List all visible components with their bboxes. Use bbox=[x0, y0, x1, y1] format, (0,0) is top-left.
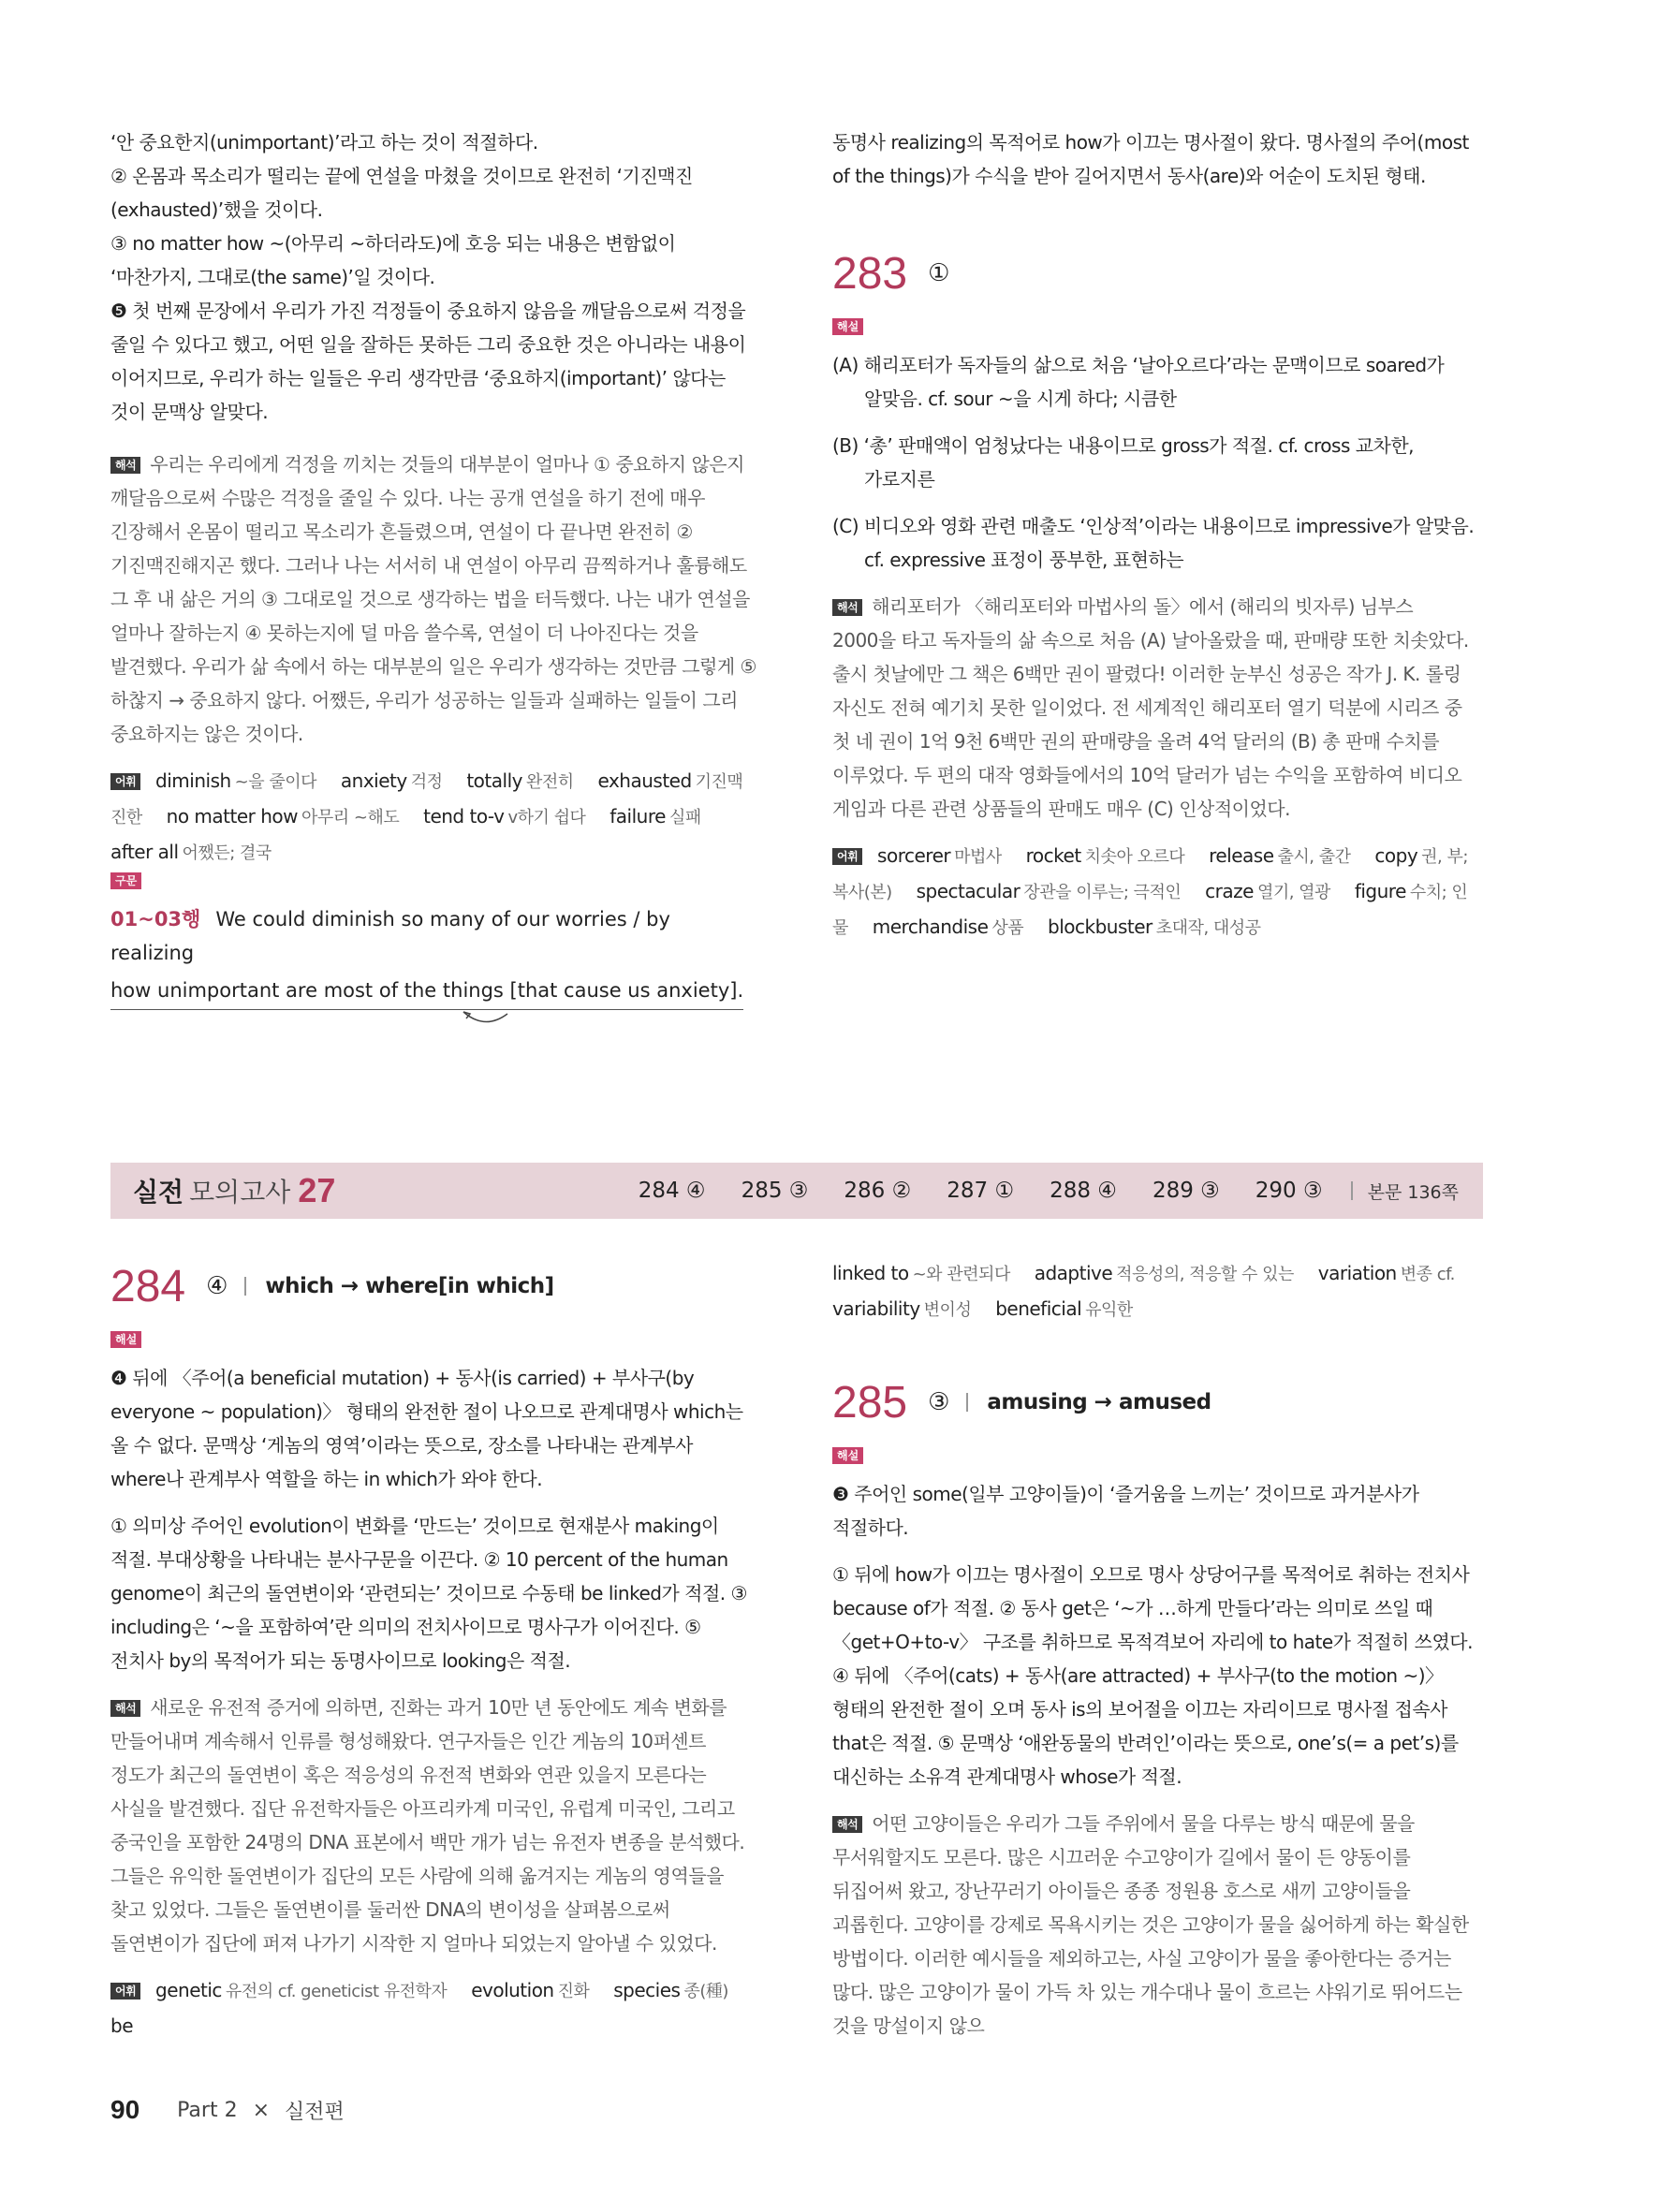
page-number: 90 bbox=[110, 2095, 140, 2124]
vocab-meaning: 완전히 bbox=[525, 772, 574, 792]
structure-text-2: how unimportant are most of the things [that cause us anxiety]. bbox=[110, 974, 743, 1010]
structure-tag: 구문 bbox=[110, 872, 141, 889]
vocab-word: merchandise bbox=[872, 916, 989, 938]
vocab-tag: 어휘 bbox=[832, 848, 862, 865]
vocab-word: be bbox=[110, 2014, 133, 2037]
vocab-meaning: 변종 cf. bbox=[1400, 1265, 1455, 1284]
structure-text-1: We could diminish so many of our worries / by realizing bbox=[110, 908, 670, 964]
footer-part: Part 2 bbox=[177, 2098, 238, 2122]
question-number: 284 bbox=[110, 1261, 186, 1311]
vocab-word: release bbox=[1209, 844, 1274, 867]
band-answer: 284 ④ bbox=[638, 1179, 706, 1203]
structure-line-ref: 01~03행 bbox=[110, 908, 201, 930]
header-divider bbox=[244, 1277, 246, 1296]
band-answer: 290 ③ bbox=[1255, 1179, 1323, 1203]
band-answer: 286 ② bbox=[844, 1179, 912, 1203]
translation-tag: 해석 bbox=[832, 599, 862, 616]
vocab-word: evolution bbox=[471, 1979, 554, 2001]
vocab-word: diminish bbox=[155, 769, 231, 792]
structure-line-2 bbox=[110, 974, 758, 1010]
explanation-item-a: (A) 해리포터가 독자들의 삶으로 처음 ‘날아오르다’라는 문맥이므로 soared가 알맞음. cf. sour ~을 시게 하다; 시큼한 bbox=[832, 354, 1445, 410]
vocab-tag: 어휘 bbox=[110, 773, 140, 790]
top-left-column bbox=[110, 125, 758, 1029]
vocab-meaning: 어쨌든; 결국 bbox=[182, 843, 272, 863]
vocab-meaning: v하기 쉽다 bbox=[507, 808, 586, 828]
vocab-meaning: 초대작, 대성공 bbox=[1155, 918, 1261, 938]
question-answer: ① bbox=[928, 259, 950, 287]
vocab-word: failure bbox=[609, 805, 666, 828]
translation-tag: 해석 bbox=[110, 457, 140, 474]
translation-text: 어떤 고양이들은 우리가 그들 주위에서 물을 다루는 방식 때문에 물을 무서워할지도 모른다. 많은 시끄러운 수고양이가 길에서 물이 든 양동이를 뒤집어써 왔고, 장난꾸러기 아이들은 종종 정원용 호스로 새끼 고양이들을 괴롭힌다. 고양이를 강제로 목욕시키는 것은 고양이가 물을 싫어하게 하는 확실한 방법이다. 이러한 예시들을 제외하고는, 사실 고양이가 물을 좋아한다는 증거는 많다. 많은 고양이가 물이 가득 차 있는 개수대나 물이 흐르는 샤워기로 뛰어드는 것을 망설이지 않으 bbox=[832, 1812, 1469, 2037]
vocab-word: tend to-v bbox=[423, 805, 505, 828]
structure-line-1 bbox=[110, 902, 758, 970]
vocab-word: linked to bbox=[832, 1262, 909, 1284]
question-number: 285 bbox=[832, 1377, 908, 1428]
band-page-reference: 본문 136쪽 bbox=[1367, 1181, 1459, 1203]
inversion-arrow-icon bbox=[459, 1008, 515, 1029]
band-answer: 288 ④ bbox=[1050, 1179, 1117, 1203]
vocab-meaning: 마법사 bbox=[954, 847, 1002, 867]
vocab-meaning: 진화 bbox=[557, 1982, 590, 2001]
question-284-column bbox=[110, 1249, 758, 2043]
question-284-header bbox=[110, 1249, 758, 1324]
top-right-column bbox=[832, 125, 1480, 945]
vocab-meaning: ~와 관련되다 bbox=[912, 1265, 1010, 1284]
vocab-meaning: 수치; 인물 bbox=[832, 883, 1468, 938]
translation-text: 우리는 우리에게 걱정을 끼치는 것들의 대부분이 얼마나 ① 중요하지 않은지 깨달음으로써 수많은 걱정을 줄일 수 있다. 나는 공개 연설을 하기 전에 매우 긴장해서 온몸이 떨리고 목소리가 흔들렸으며, 연설이 다 끝나면 완전히 ② 기진맥진해지곤 했다. 그러나 나는 서서히 내 연설이 아무리 끔찍하거나 훌륭해도 그 후 내 삶은 거의 ③ 그대로일 것으로 생각하는 법을 터득했다. 나는 내가 연설을 얼마나 잘하는지 ④ 못하는지에 덜 마음 쓸수록, 연설이 더 나아진다는 것을 발견했다. 우리가 삶 속에서 하는 대부분의 일은 우리가 생각하는 것만큼 그렇게 ⑤ 하찮지 → 중요하지 않다. 어쨌든, 우리가 성공하는 일들과 실패하는 일들이 그리 중요하지는 않은 것이다. bbox=[110, 453, 756, 745]
explanation-para-2: ② 온몸과 목소리가 떨리는 끝에 연설을 마쳤을 것이므로 완전히 ‘기진맥진(exhausted)’했을 것이다. bbox=[110, 165, 693, 221]
question-283-header bbox=[832, 236, 1480, 311]
vocab-meaning: 장관을 이루는; 극적인 bbox=[1023, 883, 1182, 902]
explanation-para-2: ① 의미상 주어인 evolution이 변화를 ‘만드는’ 것이므로 현재분사 making이 적절. 부대상황을 나타내는 분사구문을 이끈다. ② 10 percent of the human genome이 최근의 돌연변이와 ‘관련되는’ 것이므로 수동태 be linked가 적절. ③ including은 ‘~을 포함하여’란 의미의 전치사이므로 명사구가 이어진다. ⑤ 전치사 by의 목적어가 되는 동명사이므로 looking은 적절. bbox=[110, 1515, 747, 1672]
question-answer: ③ bbox=[928, 1388, 950, 1416]
explanation-para-4: ❺ 첫 번째 문장에서 우리가 가진 걱정들이 중요하지 않음을 깨달음으로써 걱정을 줄일 수 있다고 했고, 어떤 일을 잘하든 못하든 그리 중요한 것은 아니라는 내용이 이어지므로, 우리가 하는 일들은 우리 생각만큼 ‘중요하지(important)’ 않다는 것이 문맥상 알맞다. bbox=[110, 300, 746, 423]
translation-block bbox=[110, 1691, 758, 1960]
question-285-column bbox=[832, 1256, 1480, 2043]
band-answer: 289 ③ bbox=[1152, 1179, 1220, 1203]
vocab-word: adaptive bbox=[1034, 1262, 1113, 1284]
vocab-word: no matter how bbox=[166, 805, 298, 828]
vocab-block bbox=[110, 1973, 758, 2043]
band-exam-number: 27 bbox=[298, 1171, 336, 1209]
band-title: 실전 bbox=[133, 1177, 184, 1208]
explanation-item-b: (B) ‘총’ 판매액이 엄청났다는 내용이므로 gross가 적절. cf. cross 교차한, 가로지른 bbox=[832, 434, 1415, 491]
vocab-meaning: 열기, 열광 bbox=[1256, 883, 1330, 902]
translation-tag: 해석 bbox=[110, 1700, 140, 1717]
translation-text: 해리포터가 〈해리포터와 마법사의 돌〉에서 (해리의 빗자루) 님부스 2000을 타고 독자들의 삶 속으로 처음 (A) 날아올랐을 때, 판매량 또한 치솟았다. 출시 첫날에만 그 책은 6백만 권이 팔렸다! 이러한 눈부신 성공은 작가 J. K. 롤링 자신도 전혀 예기치 못한 일이었다. 전 세계적인 해리포터 열기 덕분에 시리즈 중 첫 네 권이 1억 9천 6백만 권의 판매량을 올려 4억 달러의 (B) 총 판매 수치를 이루었다. 두 편의 대작 영화들에서의 10억 달러가 넘는 수익을 포함하여 비디오 게임과 다른 관련 상품들의 판매도 매우 (C) 인상적이었다. bbox=[832, 595, 1469, 820]
translation-block bbox=[110, 447, 758, 751]
vocab-meaning: 치솟아 오르다 bbox=[1084, 847, 1185, 867]
translation-block bbox=[832, 1807, 1480, 2043]
explanation-item-c: (C) 비디오와 영화 관련 매출도 ‘인상적’이라는 내용이므로 impressive가 알맞음. cf. expressive 표정이 풍부한, 표현하는 bbox=[832, 515, 1475, 571]
vocab-meaning: 아무리 ~해도 bbox=[301, 808, 400, 828]
translation-text: 새로운 유전적 증거에 의하면, 진화는 과거 10만 년 동안에도 계속 변화를 만들어내며 계속해서 인류를 형성해왔다. 연구자들은 인간 게놈의 10퍼센트 정도가 최근의 돌연변이 혹은 적응성의 유전적 변화와 연관 있을지 모른다는 사실을 발견했다. 집단 유전학자들은 아프리카계 미국인, 유럽계 미국인, 그리고 중국인을 포함한 24명의 DNA 표본에서 백만 개가 넘는 유전자 변종을 분석했다. 그들은 유익한 돌연변이가 집단의 모든 사람에 의해 옮겨지는 게놈의 영역들을 찾고 있었다. 그들은 돌연변이를 둘러싼 DNA의 변이성을 살펴봄으로써 돌연변이가 집단에 퍼져 나가기 시작한 지 얼마나 되었는지 알아낼 수 있었다. bbox=[110, 1696, 745, 1955]
vocab-word: exhausted bbox=[597, 769, 692, 792]
band-divider bbox=[1351, 1181, 1353, 1200]
vocab-meaning: 적응성의, 적응할 수 있는 bbox=[1116, 1265, 1294, 1284]
explanation-para-1: ‘안 중요한지(unimportant)’라고 하는 것이 적절하다. bbox=[110, 131, 538, 154]
explanation-tag: 해설 bbox=[110, 1331, 141, 1348]
exam-answer-band bbox=[110, 1163, 1483, 1219]
question-answer: ④ bbox=[206, 1272, 228, 1300]
vocab-tag: 어휘 bbox=[110, 1983, 140, 2000]
vocab-word: beneficial bbox=[995, 1297, 1082, 1320]
footer-separator: × bbox=[252, 2098, 271, 2122]
explanation-para-3: ③ no matter how ~(아무리 ~하더라도)에 호응 되는 내용은 변함없이 ‘마찬가지, 그대로(the same)’일 것이다. bbox=[110, 232, 676, 288]
vocab-meaning: 실패 bbox=[668, 808, 701, 828]
band-answer: 287 ① bbox=[947, 1179, 1015, 1203]
explanation-para-2: ① 뒤에 how가 이끄는 명사절이 오므로 명사 상당어구를 목적어로 취하는 전치사 because of가 적절. ② 동사 get은 ‘~가 …하게 만들다’라는 의미로 쓰일 때 〈get+O+to-v〉 구조를 취하므로 목적격보어 자리에 to hate가 적절히 쓰였다. ④ 뒤에 〈주어(cats) + 동사(are attracted) + 부사구(to the motion ~)〉 형태의 완전한 절이 오며 동사 is의 보어절을 이끄는 자리이므로 명사절 접속사 that은 적절. ⑤ 문맥상 ‘애완동물의 반려인’이라는 뜻으로, one’s(= a pet’s)를 대신하는 소유격 관계대명사 whose가 적절. bbox=[832, 1563, 1473, 1788]
question-correction: amusing → amused bbox=[987, 1390, 1211, 1414]
band-answer: 285 ③ bbox=[741, 1179, 809, 1203]
vocab-continued bbox=[832, 1256, 1480, 1327]
vocab-word: species bbox=[613, 1979, 681, 2001]
band-answer-list bbox=[603, 1179, 1483, 1204]
vocab-word: variability bbox=[832, 1297, 920, 1320]
vocab-word: figure bbox=[1354, 880, 1406, 902]
vocab-meaning: 종(種) bbox=[683, 1982, 728, 2001]
vocab-word: variation bbox=[1317, 1262, 1397, 1284]
band-subtitle: 모의고사 bbox=[189, 1177, 291, 1208]
vocab-meaning: 유전의 cf. geneticist 유전학자 bbox=[225, 1982, 448, 2001]
question-285-header bbox=[832, 1365, 1480, 1440]
translation-tag: 해석 bbox=[832, 1816, 862, 1833]
explanation-tag: 해설 bbox=[832, 1447, 863, 1464]
vocab-meaning: 걱정 bbox=[410, 772, 443, 792]
question-number: 283 bbox=[832, 248, 908, 299]
vocab-word: craze bbox=[1205, 880, 1254, 902]
vocab-meaning: 출시, 출간 bbox=[1277, 847, 1351, 867]
vocab-meaning: 기진맥진한 bbox=[110, 772, 743, 828]
explanation-para-1: ❹ 뒤에 〈주어(a beneficial mutation) + 동사(is carried) + 부사구(by everyone ~ population)〉 형태의 완전한 절이 나오므로 관계대명사 which는 올 수 없다. 문맥상 ‘게놈의 영역’이라는 뜻으로, 장소를 나타내는 관계부사 where나 관계부사 역할을 하는 in which가 와야 한다. bbox=[110, 1367, 743, 1490]
explanation-tag: 해설 bbox=[832, 318, 863, 335]
footer-section: 실전편 bbox=[285, 2100, 345, 2124]
translation-block bbox=[832, 590, 1480, 826]
structure-continued: 동명사 realizing의 목적어로 how가 이끄는 명사절이 왔다. 명사절의 주어(most of the things)가 수식을 받아 길어지면서 동사(are)와 어순이 도치된 형태. bbox=[832, 131, 1469, 187]
vocab-meaning: 권, 부; 복사(본) bbox=[832, 847, 1468, 902]
vocab-word: spectacular bbox=[916, 880, 1021, 902]
vocab-meaning: 상품 bbox=[991, 918, 1024, 938]
vocab-meaning: ~을 줄이다 bbox=[234, 772, 317, 792]
vocab-word: blockbuster bbox=[1048, 916, 1153, 938]
vocab-word: totally bbox=[466, 769, 522, 792]
vocab-meaning: 변이성 bbox=[923, 1300, 972, 1320]
vocab-block bbox=[110, 764, 758, 871]
vocab-meaning: 유익한 bbox=[1085, 1300, 1133, 1320]
structure-block bbox=[110, 871, 758, 1029]
question-correction: which → where[in which] bbox=[265, 1274, 554, 1298]
vocab-block bbox=[832, 839, 1480, 945]
vocab-word: rocket bbox=[1025, 844, 1081, 867]
page-footer bbox=[110, 2095, 345, 2125]
vocab-word: anxiety bbox=[340, 769, 407, 792]
vocab-word: after all bbox=[110, 841, 179, 863]
header-divider bbox=[966, 1393, 968, 1412]
vocab-word: copy bbox=[1374, 844, 1418, 867]
explanation-para-1: ❸ 주어인 some(일부 고양이들)이 ‘즐거움을 느끼는’ 것이므로 과거분사가 적절하다. bbox=[832, 1483, 1419, 1539]
vocab-word: genetic bbox=[155, 1979, 222, 2001]
vocab-word: sorcerer bbox=[877, 844, 951, 867]
